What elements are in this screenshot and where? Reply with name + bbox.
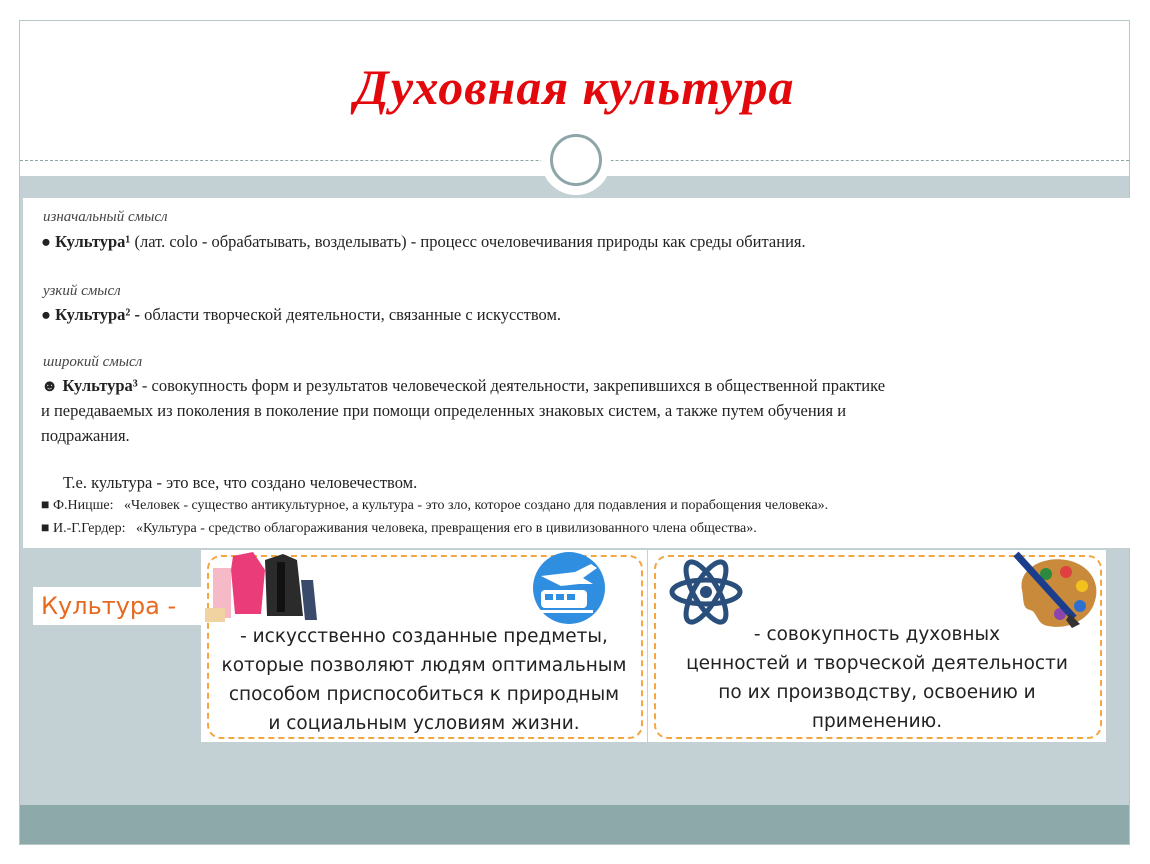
bullet: ■ — [41, 521, 50, 536]
slide-title: Духовная культура — [354, 59, 795, 115]
transport-icon — [531, 550, 607, 626]
definition-text: области творческой деятельности, связанные с искусством. — [139, 305, 562, 324]
bullet: ■ — [41, 498, 50, 513]
term: Культура² - — [55, 305, 140, 324]
narrow-sense-subtitle: узкий смысл — [43, 283, 121, 299]
material-culture-line2: которые позволяют людям оптимальным — [221, 655, 627, 676]
spiritual-culture-line1: - совокупность духовных — [753, 624, 1001, 645]
footer-bar — [20, 805, 1129, 844]
definition-text: - совокупность форм и результатов человеческой деятельности, закрепившихся в общественной практике — [137, 376, 886, 395]
definitions-panel — [23, 198, 1133, 548]
original-sense-definition — [41, 232, 806, 252]
bullet: ☻ — [41, 376, 59, 395]
spiritual-culture-line2: ценностей и творческой деятельности — [686, 653, 1068, 674]
quote-herder — [41, 521, 757, 537]
quote-text: «Человек - существо антикультурное, а культура - это зло, которое создано для подавления и порабощения человека». — [124, 498, 829, 513]
broad-sense-definition-line1 — [41, 376, 885, 396]
broad-sense-definition-line2: и передаваемых из поколения в поколение при помощи определенных знаковых систем, а также путем обучения и — [41, 401, 847, 420]
original-sense-subtitle: изначальный смысл — [43, 209, 168, 225]
term: Культура³ — [62, 376, 138, 395]
bullet: ● — [41, 305, 51, 324]
quote-nietzsche — [41, 498, 828, 514]
narrow-sense-definition — [41, 305, 561, 325]
spiritual-culture-card — [648, 550, 1106, 742]
quote-author: И.-Г.Гердер: — [52, 521, 126, 536]
broad-sense-definition-line3: подражания. — [41, 426, 130, 445]
material-culture-line4: и социальным условиям жизни. — [268, 713, 580, 734]
clothes-icon — [205, 550, 321, 622]
divider-circle-ring — [550, 134, 602, 186]
term: Культура¹ — [55, 232, 131, 251]
quote-text: «Культура - средство облагораживания человека, превращения его в цивилизованного члена общества». — [136, 521, 757, 536]
material-culture-card — [201, 550, 647, 742]
material-culture-line3: способом приспособиться к природным — [228, 684, 620, 705]
material-culture-line1: - искусственно созданные предметы, — [240, 626, 608, 647]
bullet: ● — [41, 232, 51, 251]
spiritual-culture-line3: по их производству, освоению и — [718, 682, 1036, 703]
quote-author: Ф.Ницше: — [52, 498, 114, 513]
summary-text: Т.е. культура - это все, что создано человечеством. — [63, 473, 418, 492]
spiritual-culture-line4: применению. — [811, 711, 943, 732]
broad-sense-subtitle: широкий смысл — [43, 354, 143, 370]
culture-label: Культура - — [33, 587, 201, 625]
definition-text: (лат. colo - обрабатывать, возделывать) - процесс очеловечивания природы как среды обитания. — [130, 232, 806, 251]
